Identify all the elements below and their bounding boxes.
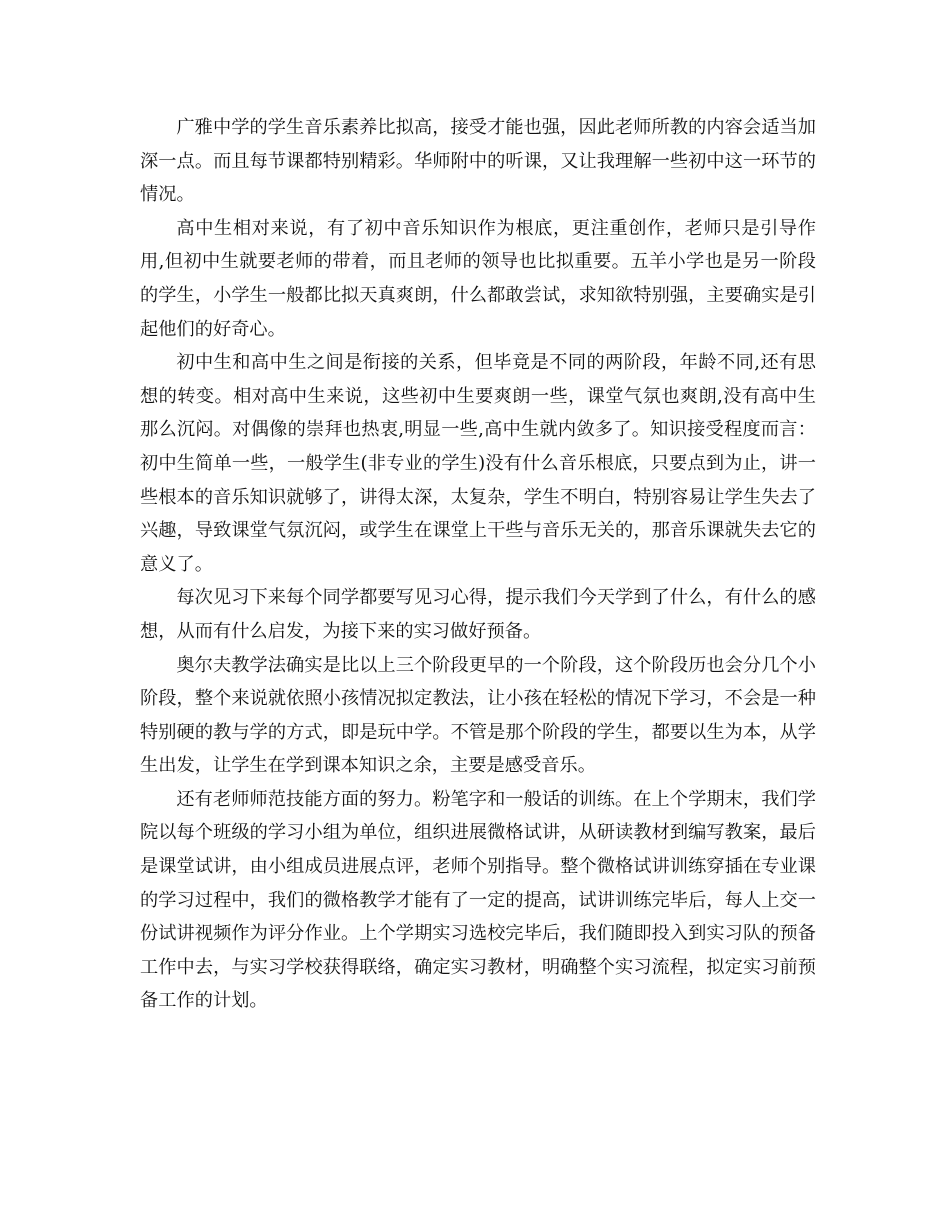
paragraph-2: 高中生相对来说，有了初中音乐知识作为根底，更注重创作，老师只是引导作用,但初中生就要老师的带着，而且老师的领导也比拟重要。五羊小学也是另一阶段的学生，小学生一般都比拟天真爽朗，什么都敢尝试，求知欲特别强，主要确实是引起他们的好奇心。 [140,217,816,340]
paragraph-6: 还有老师师范技能方面的努力。粉笔字和一般话的训练。在上个学期末，我们学院以每个班级的学习小组为单位，组织进展微格试讲，从研读教材到编写教案，最后是课堂试讲，由小组成员进展点评，老师个别指导。整个微格试讲训练穿插在专业课的学习过程中，我们的微格教学才能有了一定的提高，试讲训练完毕后，每人上交一份试讲视频作为评分作业。上个学期实习选校完毕后，我们随即投入到实习队的预备工作中去，与实习学校获得联络，确定实习教材，明确整个实习流程，拟定实习前预备工作的计划。 [140,788,816,1012]
document-body [140,111,816,1018]
paragraph-3: 初中生和高中生之间是衔接的关系，但毕竟是不同的两阶段，年龄不同,还有思想的转变。相对高中生来说，这些初中生要爽朗一些，课堂气氛也爽朗,没有高中生那么沉闷。对偶像的崇拜也热衷,明显一些,高中生就内敛多了。知识接受程度而言：初中生简单一些，一般学生(非专业的学生)没有什么音乐根底，只要点到为止，讲一些根本的音乐知识就够了，讲得太深，太复杂，学生不明白，特别容易让学生失去了兴趣，导致课堂气氛沉闷，或学生在课堂上干些与音乐无关的，那音乐课就失去它的意义了。 [140,352,816,575]
paragraph-4: 每次见习下来每个同学都要写见习心得，提示我们今天学到了什么，有什么的感想，从而有什么启发，为接下来的实习做好预备。 [140,587,816,642]
paragraph-5: 奥尔夫教学法确实是比以上三个阶段更早的一个阶段，这个阶段历也会分几个小阶段，整个来说就依照小孩情况拟定教法，让小孩在轻松的情况下学习，不会是一种特别硬的教与学的方式，即是玩中学。不管是那个阶段的学生，都要以生为本，从学生出发，让学生在学到课本知识之余，主要是感受音乐。 [140,654,816,777]
paragraph-1: 广雅中学的学生音乐素养比拟高，接受才能也强，因此老师所教的内容会适当加深一点。而且每节课都特别精彩。华师附中的听课，又让我理解一些初中这一环节的情况。 [140,117,816,206]
